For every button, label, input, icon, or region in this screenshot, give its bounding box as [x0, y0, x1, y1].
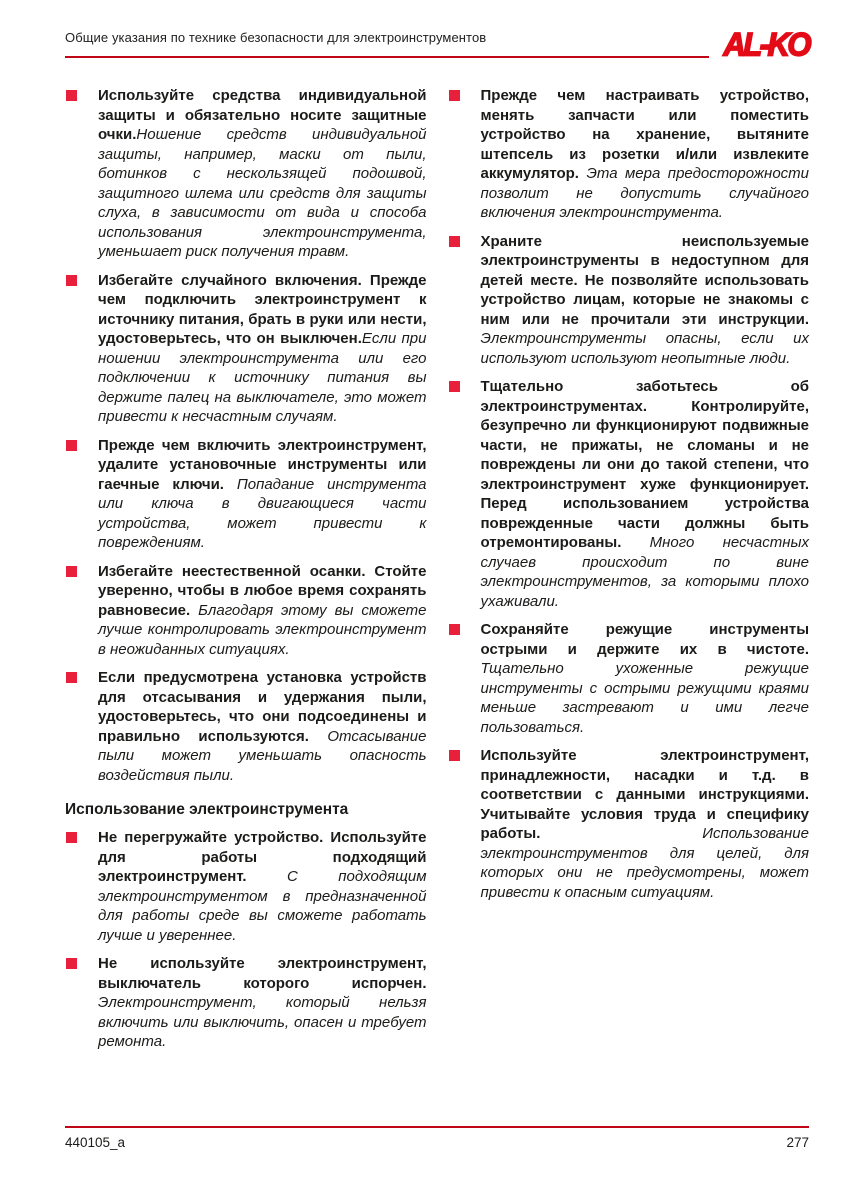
page-number: 277 [786, 1135, 809, 1150]
alko-logo: AL-KO [723, 26, 809, 63]
bullet-square-icon [449, 750, 460, 761]
item-lead-text: Используйте электроинструмент, принадлежности, насадки и т.д. в соответствии с данными инструкциями. Учитывайте условия труда и специфику работы. [480, 747, 809, 842]
safety-list-item [448, 232, 810, 369]
safety-list-item [448, 620, 810, 737]
item-detail-text: Попадание инструмента или ключа в двигающиеся части устройства, может привести к повреждениям. [98, 475, 427, 551]
content-columns [65, 86, 809, 1061]
item-detail-text: Эта мера предосторожности позволит не допустить случайного включения электроинструмента. [480, 165, 809, 221]
right-column [448, 86, 810, 1061]
item-lead-text: Избегайте неестественной осанки. Стойте уверенно, чтобы в любое время сохранять равновесие. [98, 562, 427, 619]
bullet-square-icon [449, 624, 460, 635]
item-lead-text: Не используйте электроинструмент, выключатель которого испорчен. [98, 955, 427, 992]
item-detail-text: Если при ношении электроинструмента или его подключении к источнику питания вы держите палец на выключателе, это может привести к несчастным случаям. [98, 330, 427, 425]
header-title-block [65, 30, 709, 58]
safety-list-item [448, 86, 810, 223]
safety-list-item [448, 377, 810, 611]
item-lead-text: Избегайте случайного включения. Прежде чем подключить электроинструмент к источнику питания, брать в руки или нести, удостоверьтесь, что он выключен. [98, 271, 427, 347]
section-heading: Использование электроинструмента [65, 801, 349, 818]
item-detail-text: Тщательно ухоженные режущие инструменты с острыми режущими краями меньше застревают и ими легче пользоваться. [480, 660, 809, 736]
item-lead-text: Тщательно заботьтесь об электроинструментах. Контролируйте, безупречно ли функционируют подвижные части, не прижаты, не сломаны и не повреждены ли они до такой степени, что электроинструмент хуже функционирует. Перед использованием устройства поврежденные части должны быть отремонтированы. [480, 378, 809, 551]
bullet-square-icon [66, 440, 77, 451]
item-lead-text: Храните неиспользуемые электроинструменты в недоступном для детей месте. Не позволяйте использовать устройство лицам, которые не знакомы с ним или не прочитали эти инструкции. [480, 232, 809, 328]
bullet-square-icon [66, 566, 77, 577]
item-detail-text: Ношение средств индивидуальной защиты, например, маски от пыли, ботинков с нескользящей подошвой, защитного шлема или средств для защиты слуха, в зависимости от вида и способа использования электроинструмента, уменьшает риск получения травм. [98, 126, 427, 260]
safety-list-item [65, 668, 427, 785]
item-lead-text: Если предусмотрена установка устройств для отсасывания и удержания пыли, удостоверьтесь, что они подсоединены и правильно используются. [98, 669, 427, 745]
page-header [65, 26, 809, 63]
safety-list-item [65, 436, 427, 553]
bullet-square-icon [449, 236, 460, 247]
item-lead-text: Сохраняйте режущие инструменты острыми и держите их в чистоте. [480, 621, 809, 658]
item-detail-text: Много несчастных случаев происходит по вине электроинструментов, за которыми плохо ухаживали. [480, 534, 809, 610]
item-lead-text: Не перегружайте устройство. Используйте для работы подходящий электроинструмент. [98, 829, 427, 885]
safety-list-item [65, 86, 427, 262]
bullet-square-icon [66, 958, 77, 969]
safety-list-item [65, 954, 427, 1052]
item-lead-text: Прежде чем включить электроинструмент, удалите установочные инструменты или гаечные ключи. [98, 436, 427, 493]
page-title: Общие указания по технике безопасности для электроинструментов [65, 30, 487, 45]
item-detail-text: Благодаря этому вы сможете лучше контролировать электроинструмент в неожиданных ситуациях. [98, 601, 427, 658]
page-footer [65, 1126, 809, 1150]
bullet-square-icon [449, 90, 460, 101]
safety-list-item [65, 562, 427, 660]
safety-list-item [65, 828, 427, 945]
safety-list-left-2 [65, 828, 427, 1052]
safety-list-left [65, 86, 427, 785]
safety-list-item [448, 746, 810, 902]
bullet-square-icon [66, 672, 77, 683]
item-lead-text: Используйте средства индивидуальной защиты и обязательно носите защитные очки. [98, 87, 427, 143]
bullet-square-icon [66, 90, 77, 101]
item-detail-text: Электроинструмент, который нельзя включить или выключить, опасен и требует ремонта. [98, 994, 427, 1050]
bullet-square-icon [66, 832, 77, 843]
item-lead-text: Прежде чем настраивать устройство, менять запчасти или поместить устройство на хранение, вытяните штепсель из розетки и/или извлеките аккумулятор. [480, 87, 809, 182]
item-detail-text: Электроинструменты опасны, если их используют используют неопытные люди. [480, 330, 809, 367]
item-detail-text: Отсасывание пыли может уменьшать опасность воздействия пыли. [98, 727, 427, 784]
bullet-square-icon [449, 381, 460, 392]
left-column [65, 86, 427, 1061]
safety-list-item [65, 271, 427, 427]
item-detail-text: С подходящим электроинструментом в предназначенной для работы среде вы сможете работать лучше и увереннее. [98, 868, 427, 944]
safety-list-right [448, 86, 810, 902]
item-detail-text: Использование электроинструментов для целей, для которых они не предусмотрены, может привести к опасным ситуациям. [480, 825, 809, 901]
document-id: 440105_a [65, 1135, 126, 1150]
bullet-square-icon [66, 275, 77, 286]
